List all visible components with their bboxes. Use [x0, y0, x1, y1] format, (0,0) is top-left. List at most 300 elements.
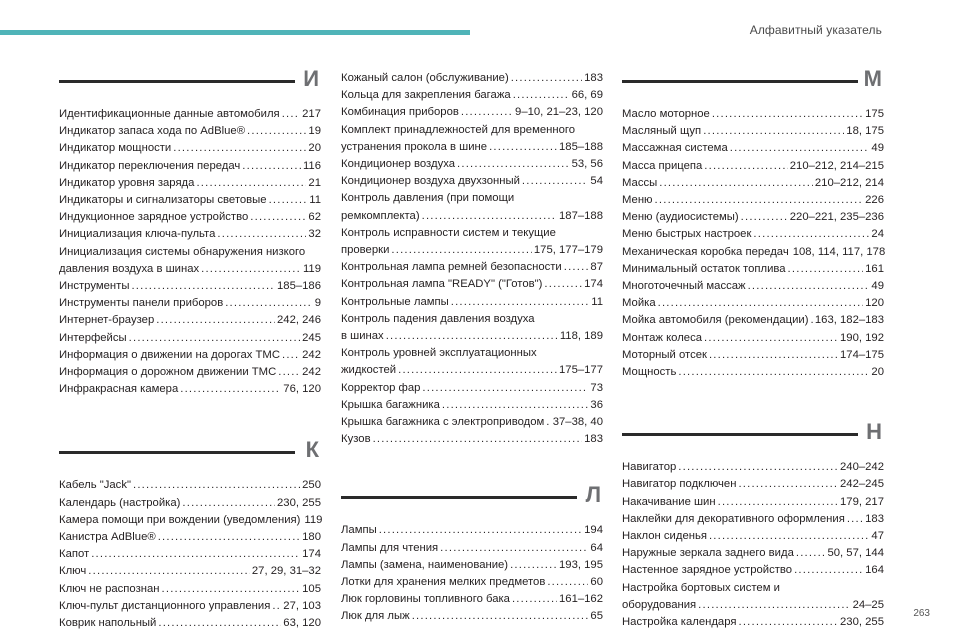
index-entry-pages: 105 [302, 582, 321, 595]
section-list-l [341, 522, 603, 625]
dot-leader [461, 104, 513, 121]
index-entry [59, 123, 321, 140]
index-entry [59, 140, 321, 157]
section-letter: К [305, 437, 319, 463]
index-entry [341, 591, 603, 608]
index-entry [622, 459, 884, 476]
index-entry [59, 330, 321, 347]
index-entry [622, 614, 884, 631]
dot-leader [398, 362, 557, 379]
section-list-k-continued [341, 70, 603, 448]
index-entry-pages: 245 [302, 331, 321, 344]
section-header-i [59, 66, 321, 106]
index-entry-pages: 242–245 [840, 478, 884, 491]
section-header-m [622, 66, 884, 106]
index-entry-label: Массы [622, 176, 658, 189]
dot-leader [512, 591, 557, 608]
dot-leader [659, 175, 813, 192]
index-entry-label: Люк для лыж [341, 610, 410, 623]
index-column-1 [59, 66, 323, 632]
index-entry [622, 330, 884, 347]
index-entry-pages: 18, 175 [846, 125, 884, 138]
index-entry-pages: 49 [871, 142, 884, 155]
index-entry-label: Лампы [341, 524, 377, 537]
index-entry-line: Инициализация системы обнаружения низкого [59, 245, 306, 258]
index-entry [59, 106, 321, 123]
index-entry-label: Камера помощи при вождении (уведомления) [59, 513, 301, 526]
index-entry [341, 397, 603, 414]
index-entry-label: Моторный отсек [622, 348, 707, 361]
index-entry-label: Капот [59, 548, 90, 561]
index-entry-pages: 49 [871, 280, 884, 293]
dot-leader [703, 123, 844, 140]
index-entry-label: Индикатор запаса хода по AdBlue® [59, 125, 246, 138]
section-header-n [622, 419, 884, 459]
index-entry [622, 140, 884, 157]
index-entry-pages: 62 [308, 211, 321, 224]
dot-leader [217, 226, 306, 243]
index-entry-pages: 185–188 [559, 140, 603, 153]
dot-leader [712, 106, 863, 123]
index-entry-pages: 174–175 [840, 348, 884, 361]
dot-leader [741, 209, 788, 226]
index-entry [341, 104, 603, 121]
dot-leader [225, 295, 313, 312]
index-entry-label: Контрольные лампы [341, 295, 449, 308]
dot-leader [88, 563, 250, 580]
index-entry-label: Лотки для хранения мелких предметов [341, 576, 546, 589]
index-entry-pages: 230, 255 [277, 496, 321, 509]
section-rule [59, 451, 295, 454]
index-entry-label: Инструменты [59, 280, 130, 293]
index-entry-label: Массажная система [622, 142, 728, 155]
index-entry-pages: 27, 103 [283, 599, 321, 612]
dot-leader [131, 278, 275, 295]
index-entry [341, 208, 603, 225]
index-entry-pages: 179, 217 [840, 495, 884, 508]
index-entry [59, 278, 321, 295]
index-entry-label: Монтаж колеса [622, 331, 702, 344]
index-entry-pages: 66, 69 [571, 89, 603, 102]
dot-leader [678, 459, 838, 476]
index-entry-label: Кольца для закрепления багажа [341, 89, 511, 102]
dot-leader [718, 494, 838, 511]
index-entry-pages: 242 [302, 348, 321, 361]
index-entry-pages: 175–177 [559, 364, 603, 377]
index-entry-line: Контроль исправности систем и текущие [341, 226, 556, 239]
dot-leader [250, 209, 306, 226]
dot-leader [513, 87, 570, 104]
index-entry-pages: 230, 255 [840, 616, 884, 629]
section-list-k [59, 477, 321, 632]
index-entry-label: Кондиционер воздуха [341, 158, 456, 171]
index-entry-label: Контрольная лампа ремней безопасности [341, 261, 562, 274]
index-entry [59, 209, 321, 226]
index-entry-label: Накачивание шин [622, 495, 716, 508]
index-entry [59, 158, 321, 175]
index-entry-label: Наклон сиденья [622, 530, 707, 543]
index-entry-label: Кожаный салон (обслуживание) [341, 72, 509, 84]
index-entry-label: Интерфейсы [59, 331, 127, 344]
index-entry-pages: 119 [302, 262, 321, 275]
index-entry-label: Крышка багажника с электроприводом [341, 416, 545, 429]
section-header-l [341, 482, 603, 522]
index-entry-label: Лампы для чтения [341, 541, 439, 554]
index-entry [341, 380, 603, 397]
index-entry-pages: 185–186 [277, 280, 321, 293]
index-entry-pages: 11 [591, 295, 603, 308]
index-entry-label: Мощность [622, 366, 677, 379]
dot-leader [272, 598, 281, 615]
index-entry [341, 294, 603, 311]
index-entry-label: Интернет-браузер [59, 314, 155, 327]
index-entry-pages: 19 [308, 125, 321, 138]
dot-leader [422, 380, 588, 397]
index-entry [622, 209, 884, 226]
index-entry-label: Инициализация ключа-пульта [59, 228, 216, 241]
section-list-m [622, 106, 884, 381]
index-entry-label: Масло моторное [622, 108, 710, 120]
index-entry-label: Идентификационные данные автомобиля [59, 108, 280, 120]
index-entry-label: устранения прокола в шине [341, 140, 488, 153]
index-entry-label: Кузов [341, 433, 371, 446]
dot-leader [201, 261, 301, 278]
index-entry [59, 295, 321, 312]
index-entry-label: Масляный щуп [622, 125, 702, 138]
index-entry-pages: 53, 56 [571, 158, 603, 171]
index-entry-pages: 54 [590, 175, 603, 188]
index-entry [622, 226, 884, 243]
index-entry [622, 562, 884, 579]
index-entry-label: Люк горловины топливного бака [341, 593, 510, 606]
dot-leader [158, 615, 281, 632]
index-entry-pages: 240–242 [840, 461, 884, 474]
section-rule [622, 80, 858, 83]
index-entry [622, 106, 884, 123]
index-entry [59, 192, 321, 209]
index-entry-pages: 36 [590, 398, 603, 411]
dot-leader [788, 261, 864, 278]
index-column-2 [341, 70, 603, 626]
index-entry-label: Календарь (настройка) [59, 496, 181, 509]
index-entry [622, 278, 884, 295]
index-entry-label: Информация о дорожном движении TMC [59, 366, 277, 379]
dot-leader [564, 259, 589, 276]
dot-leader [730, 140, 870, 157]
index-entry [59, 495, 321, 512]
dot-leader [457, 156, 570, 173]
index-entry-line: Комплект принадлежностей для временного [341, 123, 576, 136]
dot-leader [247, 123, 306, 140]
dot-leader [282, 106, 300, 123]
index-entry [59, 615, 321, 632]
index-entry [622, 295, 884, 312]
index-entry [59, 581, 321, 598]
index-entry-pages: 161 [865, 262, 884, 275]
index-entry-pages: 175, 177–179 [533, 244, 603, 257]
index-entry [59, 226, 321, 243]
index-entry [622, 312, 884, 329]
dot-leader [422, 208, 557, 225]
dot-leader [282, 347, 300, 364]
dot-leader [451, 294, 590, 311]
index-entry-pages: 11 [309, 194, 321, 207]
dot-leader [794, 562, 863, 579]
index-entry-pages: 210–212, 214 [814, 176, 884, 189]
index-entry-label: Корректор фар [341, 381, 421, 394]
index-entry [59, 546, 321, 563]
index-entry-label: Мойка [622, 297, 656, 310]
index-entry-pages: 174 [302, 548, 321, 561]
index-entry-label: Крышка багажника [341, 398, 440, 411]
index-entry-line: Контроль уровней эксплуатационных [341, 347, 537, 360]
index-entry-label: Наклейки для декоративного оформления [622, 512, 845, 525]
index-entry [59, 364, 321, 381]
index-entry-pages: 27, 29, 31–32 [251, 565, 321, 578]
index-entry-label: Мойка автомобиля (рекомендации) [622, 314, 809, 327]
section-list-i [59, 106, 321, 398]
section-rule [622, 433, 858, 436]
dot-leader [510, 557, 557, 574]
dot-leader [278, 364, 300, 381]
dot-leader [678, 364, 869, 381]
index-entry-label: Контрольная лампа "READY" ("Готов") [341, 278, 543, 291]
index-entry [59, 563, 321, 580]
index-entry-pages: 226 [865, 194, 884, 207]
index-entry-label: проверки [341, 244, 390, 257]
dot-leader [655, 192, 864, 209]
index-entry-pages: 63, 120 [283, 617, 321, 630]
dot-leader [748, 278, 870, 295]
dot-leader [91, 546, 300, 563]
index-entry-pages: 183 [584, 72, 603, 84]
dot-leader [180, 381, 281, 398]
index-entry-pages: 187–188 [559, 209, 603, 222]
index-entry-pages: 20 [871, 366, 884, 379]
index-entry-label: давления воздуха в шинах [59, 262, 200, 275]
index-entry-pages: 217 [302, 108, 321, 120]
dot-leader [391, 242, 532, 259]
index-entry-label: оборудования [622, 598, 697, 611]
index-entry [622, 476, 884, 493]
index-entry [341, 242, 603, 259]
dot-leader [847, 511, 863, 528]
dot-leader [133, 477, 300, 494]
index-entry [341, 540, 603, 557]
index-entry-pages: 194 [584, 524, 603, 537]
index-entry-label: Кабель "Jack" [59, 479, 131, 492]
index-entry [59, 347, 321, 364]
index-entry-pages: 183 [584, 433, 603, 446]
dot-leader [158, 529, 300, 546]
index-entry-label: Меню (аудиосистемы) [622, 211, 739, 224]
index-entry-line: Контроль давления (при помощи [341, 192, 515, 205]
index-entry [59, 312, 321, 329]
index-entry [341, 574, 603, 591]
index-entry-label: Ключ не распознан [59, 582, 160, 595]
header-accent-bar [0, 30, 470, 35]
dot-leader [156, 312, 275, 329]
index-entry [59, 529, 321, 546]
index-entry-label: Индикаторы и сигнализаторы световые [59, 194, 267, 207]
index-entry [341, 87, 603, 104]
index-entry [622, 545, 884, 562]
index-entry-pages: 242 [302, 366, 321, 379]
index-entry-label: Настенное зарядное устройство [622, 564, 793, 577]
dot-leader [704, 158, 787, 175]
index-entry-label: Многоточечный массаж [622, 280, 746, 293]
index-entry-label: Коврик напольный [59, 617, 157, 630]
index-entry-line: Настройка бортовых систем и [622, 581, 780, 594]
index-entry-pages: 9–10, 21–23, 120 [515, 106, 603, 119]
index-entry-label: Индукционное зарядное устройство [59, 211, 249, 224]
section-letter: М [863, 66, 882, 91]
dot-leader [753, 226, 869, 243]
index-entry-pages: 65 [590, 610, 603, 623]
section-letter: Л [585, 482, 601, 508]
index-entry-pages: 250 [302, 479, 321, 492]
index-entry-label: Масса прицепа [622, 159, 703, 172]
index-entry-pages: 174 [584, 278, 603, 291]
dot-leader [704, 330, 838, 347]
page-header-title: Алфавитный указатель [749, 23, 882, 37]
dot-leader [379, 522, 582, 539]
index-entry-label: Канистра AdBlue® [59, 531, 156, 544]
section-rule [59, 80, 295, 83]
section-list-n [622, 459, 884, 631]
dot-leader [738, 476, 838, 493]
index-entry [59, 175, 321, 192]
index-entry [341, 173, 603, 190]
index-entry [341, 414, 603, 431]
index-entry [341, 608, 603, 625]
index-entry-label: Комбинация приборов [341, 106, 459, 119]
index-entry [622, 511, 884, 528]
index-entry [59, 512, 321, 529]
index-entry-pages: 24 [871, 228, 884, 241]
dot-leader [412, 608, 589, 625]
index-entry [622, 244, 884, 261]
index-entry-pages: 163, 182–183 [814, 314, 884, 327]
dot-leader [182, 495, 275, 512]
section-letter: Н [866, 419, 882, 445]
index-entry-label: Инфракрасная камера [59, 383, 179, 396]
index-entry-pages: 119 [304, 513, 323, 526]
index-entry-pages: 73 [590, 381, 603, 394]
dot-leader [442, 397, 589, 414]
index-entry-pages: 47 [871, 530, 884, 543]
index-entry-pages: 32 [308, 228, 321, 241]
index-entry [622, 364, 884, 381]
index-entry [341, 276, 603, 293]
index-entry-pages: 242, 246 [277, 314, 321, 327]
index-entry-pages: 60 [590, 576, 603, 589]
dot-leader [739, 614, 839, 631]
page-number: 263 [913, 608, 930, 619]
dot-leader [709, 528, 869, 545]
dot-leader [386, 328, 558, 345]
index-entry [341, 139, 603, 156]
index-entry-label: Кондиционер воздуха двухзонный [341, 175, 520, 188]
dot-leader [489, 139, 557, 156]
dot-leader [546, 414, 550, 431]
index-entry-label: Индикатор мощности [59, 142, 172, 155]
index-entry-pages: 161–162 [559, 593, 603, 606]
index-entry-pages: 9 [314, 297, 321, 310]
index-entry-pages: 20 [308, 142, 321, 155]
index-entry-pages: 193, 195 [559, 558, 603, 571]
index-entry [622, 528, 884, 545]
dot-leader [810, 312, 812, 329]
dot-leader [658, 295, 864, 312]
index-entry [341, 362, 603, 379]
index-entry-label: Настройка календаря [622, 616, 737, 629]
dot-leader [547, 574, 588, 591]
index-entry [622, 597, 884, 614]
index-entry [622, 261, 884, 278]
dot-leader [173, 140, 306, 157]
index-entry-label: в шинах [341, 330, 384, 343]
index-entry [341, 522, 603, 539]
index-entry-label: Инструменты панели приборов [59, 297, 224, 310]
index-entry-pages: 175 [865, 108, 884, 120]
index-entry-line: Контроль падения давления воздуха [341, 312, 535, 325]
index-entry-pages: 164 [865, 564, 884, 577]
index-entry [622, 347, 884, 364]
index-entry-label: Меню [622, 194, 653, 207]
index-entry-label: Наружные зеркала заднего вида [622, 547, 794, 560]
index-entry [341, 557, 603, 574]
index-entry [622, 123, 884, 140]
index-entry [622, 175, 884, 192]
index-entry [341, 70, 603, 87]
dot-leader [162, 581, 301, 598]
index-entry-pages: 76, 120 [283, 383, 321, 396]
index-entry-pages: 183 [865, 512, 884, 525]
index-entry [622, 494, 884, 511]
dot-leader [544, 276, 582, 293]
index-entry-label: Индикатор переключения передач [59, 159, 241, 172]
index-entry-label: ремкомплекта) [341, 209, 420, 222]
index-entry [59, 261, 321, 278]
index-entry-label: Ключ [59, 565, 87, 578]
index-entry-label: жидкостей [341, 364, 397, 377]
index-entry-label: Меню быстрых настроек [622, 228, 752, 241]
index-entry [622, 192, 884, 209]
index-entry [59, 381, 321, 398]
index-entry-pages: 118, 189 [559, 330, 603, 343]
dot-leader [698, 597, 850, 614]
index-entry-pages: 220–221, 235–236 [789, 211, 884, 224]
index-entry-pages: 120 [865, 297, 884, 310]
index-entry-pages: 116 [302, 159, 321, 172]
index-entry-label: Минимальный остаток топлива [622, 262, 786, 275]
index-entry-label: Навигатор подключен [622, 478, 737, 491]
index-column-3 [622, 66, 886, 631]
index-entry-pages: 108, 114, 117, 178 [792, 245, 886, 258]
dot-leader [196, 175, 306, 192]
dot-leader [511, 70, 582, 87]
index-entry-pages: 50, 57, 144 [827, 547, 884, 560]
index-entry-pages: 24–25 [852, 598, 884, 611]
index-entry [622, 158, 884, 175]
section-header-k [59, 437, 321, 477]
index-entry [341, 328, 603, 345]
index-entry-pages: 21 [308, 176, 321, 189]
index-entry-pages: 190, 192 [840, 331, 884, 344]
index-entry-pages: 37–38, 40 [552, 416, 603, 429]
index-entry-label: Индикатор уровня заряда [59, 176, 195, 189]
